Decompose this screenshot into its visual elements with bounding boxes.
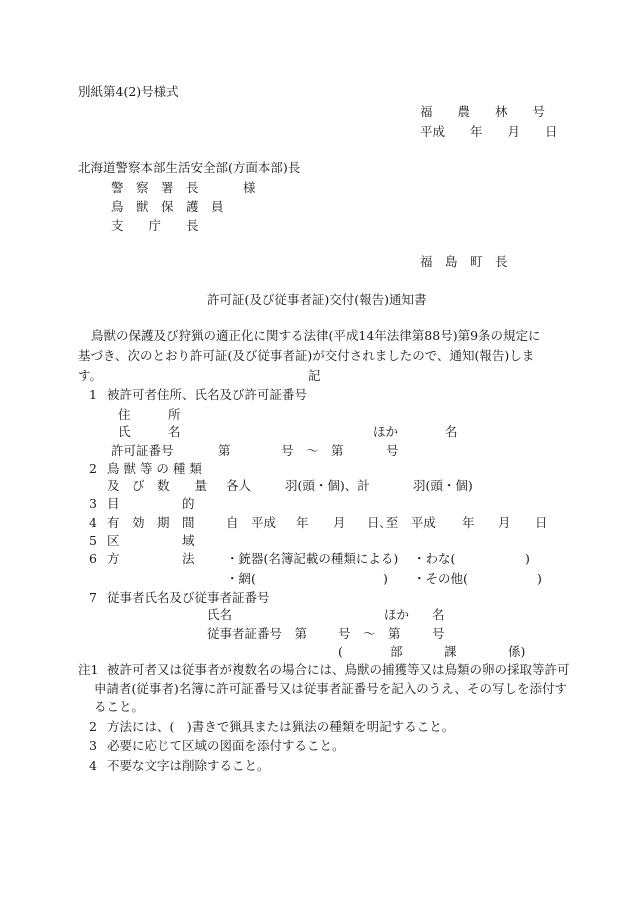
note-3-text: 必要に応じて区域の図面を添付すること。 — [107, 738, 345, 753]
doc-date: 平成 年 月 日 — [420, 124, 558, 139]
item-6-option-net: ・網( — [226, 571, 256, 586]
item-5-num: 5 — [89, 533, 97, 548]
item-6-label: 方 法 — [107, 551, 195, 566]
item-1-name-label: 氏 名 — [118, 424, 181, 439]
addressee-police-hq: 北海道警察本部生活安全部(方面本部)長 — [78, 160, 301, 175]
item-2-label-line1: 鳥 獣 等 の 種 類 — [107, 461, 202, 476]
item-4-day-to: 日､至 平成 — [367, 515, 436, 530]
form-id: 別紙第4(2)号様式 — [78, 84, 179, 99]
item-3-num: 3 — [89, 496, 97, 511]
note-1-line2: 申請者(従事者)名簿に許可証番号又は従事者証番号を記入のうえ、その写しを添付す — [94, 681, 568, 696]
item-6-option-net-close: ) — [383, 571, 388, 586]
item-1-dai: 第 — [218, 443, 231, 458]
doc-number: 福 農 林 号 — [420, 104, 546, 119]
item-4-year-2: 年 — [462, 515, 475, 530]
document-title: 許可証(及び従事者証)交付(報告)通知書 — [207, 292, 427, 307]
ki-heading: 記 — [308, 368, 321, 383]
item-6-option-other: ・その他( — [413, 571, 468, 586]
item-7-ka: 課 — [444, 644, 457, 659]
item-5-label: 区 域 — [107, 533, 195, 548]
item-1-label: 被許可者住所、氏名及び許可証番号 — [107, 387, 308, 402]
item-6-num: 6 — [89, 551, 97, 566]
addressee-wildlife-officer: 鳥 獣 保 護 員 — [111, 199, 224, 214]
item-7-kakari: 係) — [508, 644, 526, 659]
note-1-line3: ること。 — [94, 699, 145, 714]
note-1-num: 注1 — [78, 662, 99, 677]
item-4-day-2: 日 — [535, 515, 548, 530]
item-2-count-2: 羽(頭・個) — [413, 478, 473, 493]
addressee-police-chief: 警 察 署 長 — [111, 180, 199, 195]
item-1-permit-label: 許可証番号 — [111, 443, 174, 458]
item-7-bu: 部 — [390, 644, 403, 659]
item-7-num: 7 — [89, 590, 97, 605]
item-7-go-kara: 号 ～ 第 — [338, 626, 401, 641]
item-7-paren-open: ( — [338, 644, 343, 659]
item-6-option-trap: ・わな( — [413, 551, 456, 566]
item-1-num: 1 — [89, 387, 97, 402]
item-2-label-line2: 及 び 数 量 — [107, 478, 208, 493]
item-6-option-other-close: ) — [537, 571, 542, 586]
item-7-label: 従事者氏名及び従事者証番号 — [107, 590, 270, 605]
sender: 福 島 町 長 — [420, 254, 508, 269]
item-6-option-firearms: ・銃器(名簿記載の種類による) — [226, 551, 399, 566]
note-4-num: 4 — [89, 758, 97, 773]
item-2-num: 2 — [89, 461, 97, 476]
item-1-go: 号 — [386, 443, 399, 458]
note-1-line1: 被許可者又は従事者が複数名の場合には、鳥獣の捕獲等又は鳥類の卵の採取等許可 — [107, 662, 570, 677]
item-1-address-label: 住 所 — [118, 407, 181, 422]
item-4-year: 年 — [296, 515, 309, 530]
item-1-mei: 名 — [445, 424, 458, 439]
item-2-kaku: 各人 — [226, 478, 252, 493]
item-4-month: 月 — [333, 515, 346, 530]
item-7-hoka: ほか — [384, 607, 410, 622]
item-3-label: 目 的 — [107, 496, 195, 511]
item-1-go-kara: 号 ～ 第 — [281, 443, 344, 458]
item-6-option-trap-close: ) — [525, 551, 530, 566]
note-4-text: 不要な文字は削除すること。 — [107, 758, 270, 773]
item-7-mei: 名 — [432, 607, 445, 622]
item-7-go: 号 — [432, 626, 445, 641]
note-2-text: 方法には、( )書きで猟具または猟法の種類を明記すること。 — [107, 719, 455, 734]
item-4-label: 有 効 期 間 — [107, 515, 195, 530]
item-2-count-1: 羽(頭・個)、計 — [285, 478, 370, 493]
item-7-cert-label: 従事者証番号 第 — [207, 626, 308, 641]
note-2-num: 2 — [89, 719, 97, 734]
addressee-honorific: 様 — [243, 180, 256, 195]
item-1-hoka: ほか — [373, 424, 399, 439]
note-3-num: 3 — [89, 738, 97, 753]
item-4-month-2: 月 — [498, 515, 511, 530]
item-4-num: 4 — [89, 515, 97, 530]
item-4-from: 自 平成 — [226, 515, 277, 530]
body-paragraph: 鳥獣の保護及び狩猟の適正化に関する法律(平成14年法律第88号)第9条の規定に基づき、次のとおり許可証(及び従事者証)が交付されましたので、通知(報告)します。 — [78, 328, 541, 383]
item-7-name-label: 氏名 — [207, 607, 233, 622]
addressee-subprefecture: 支 庁 長 — [111, 218, 199, 233]
